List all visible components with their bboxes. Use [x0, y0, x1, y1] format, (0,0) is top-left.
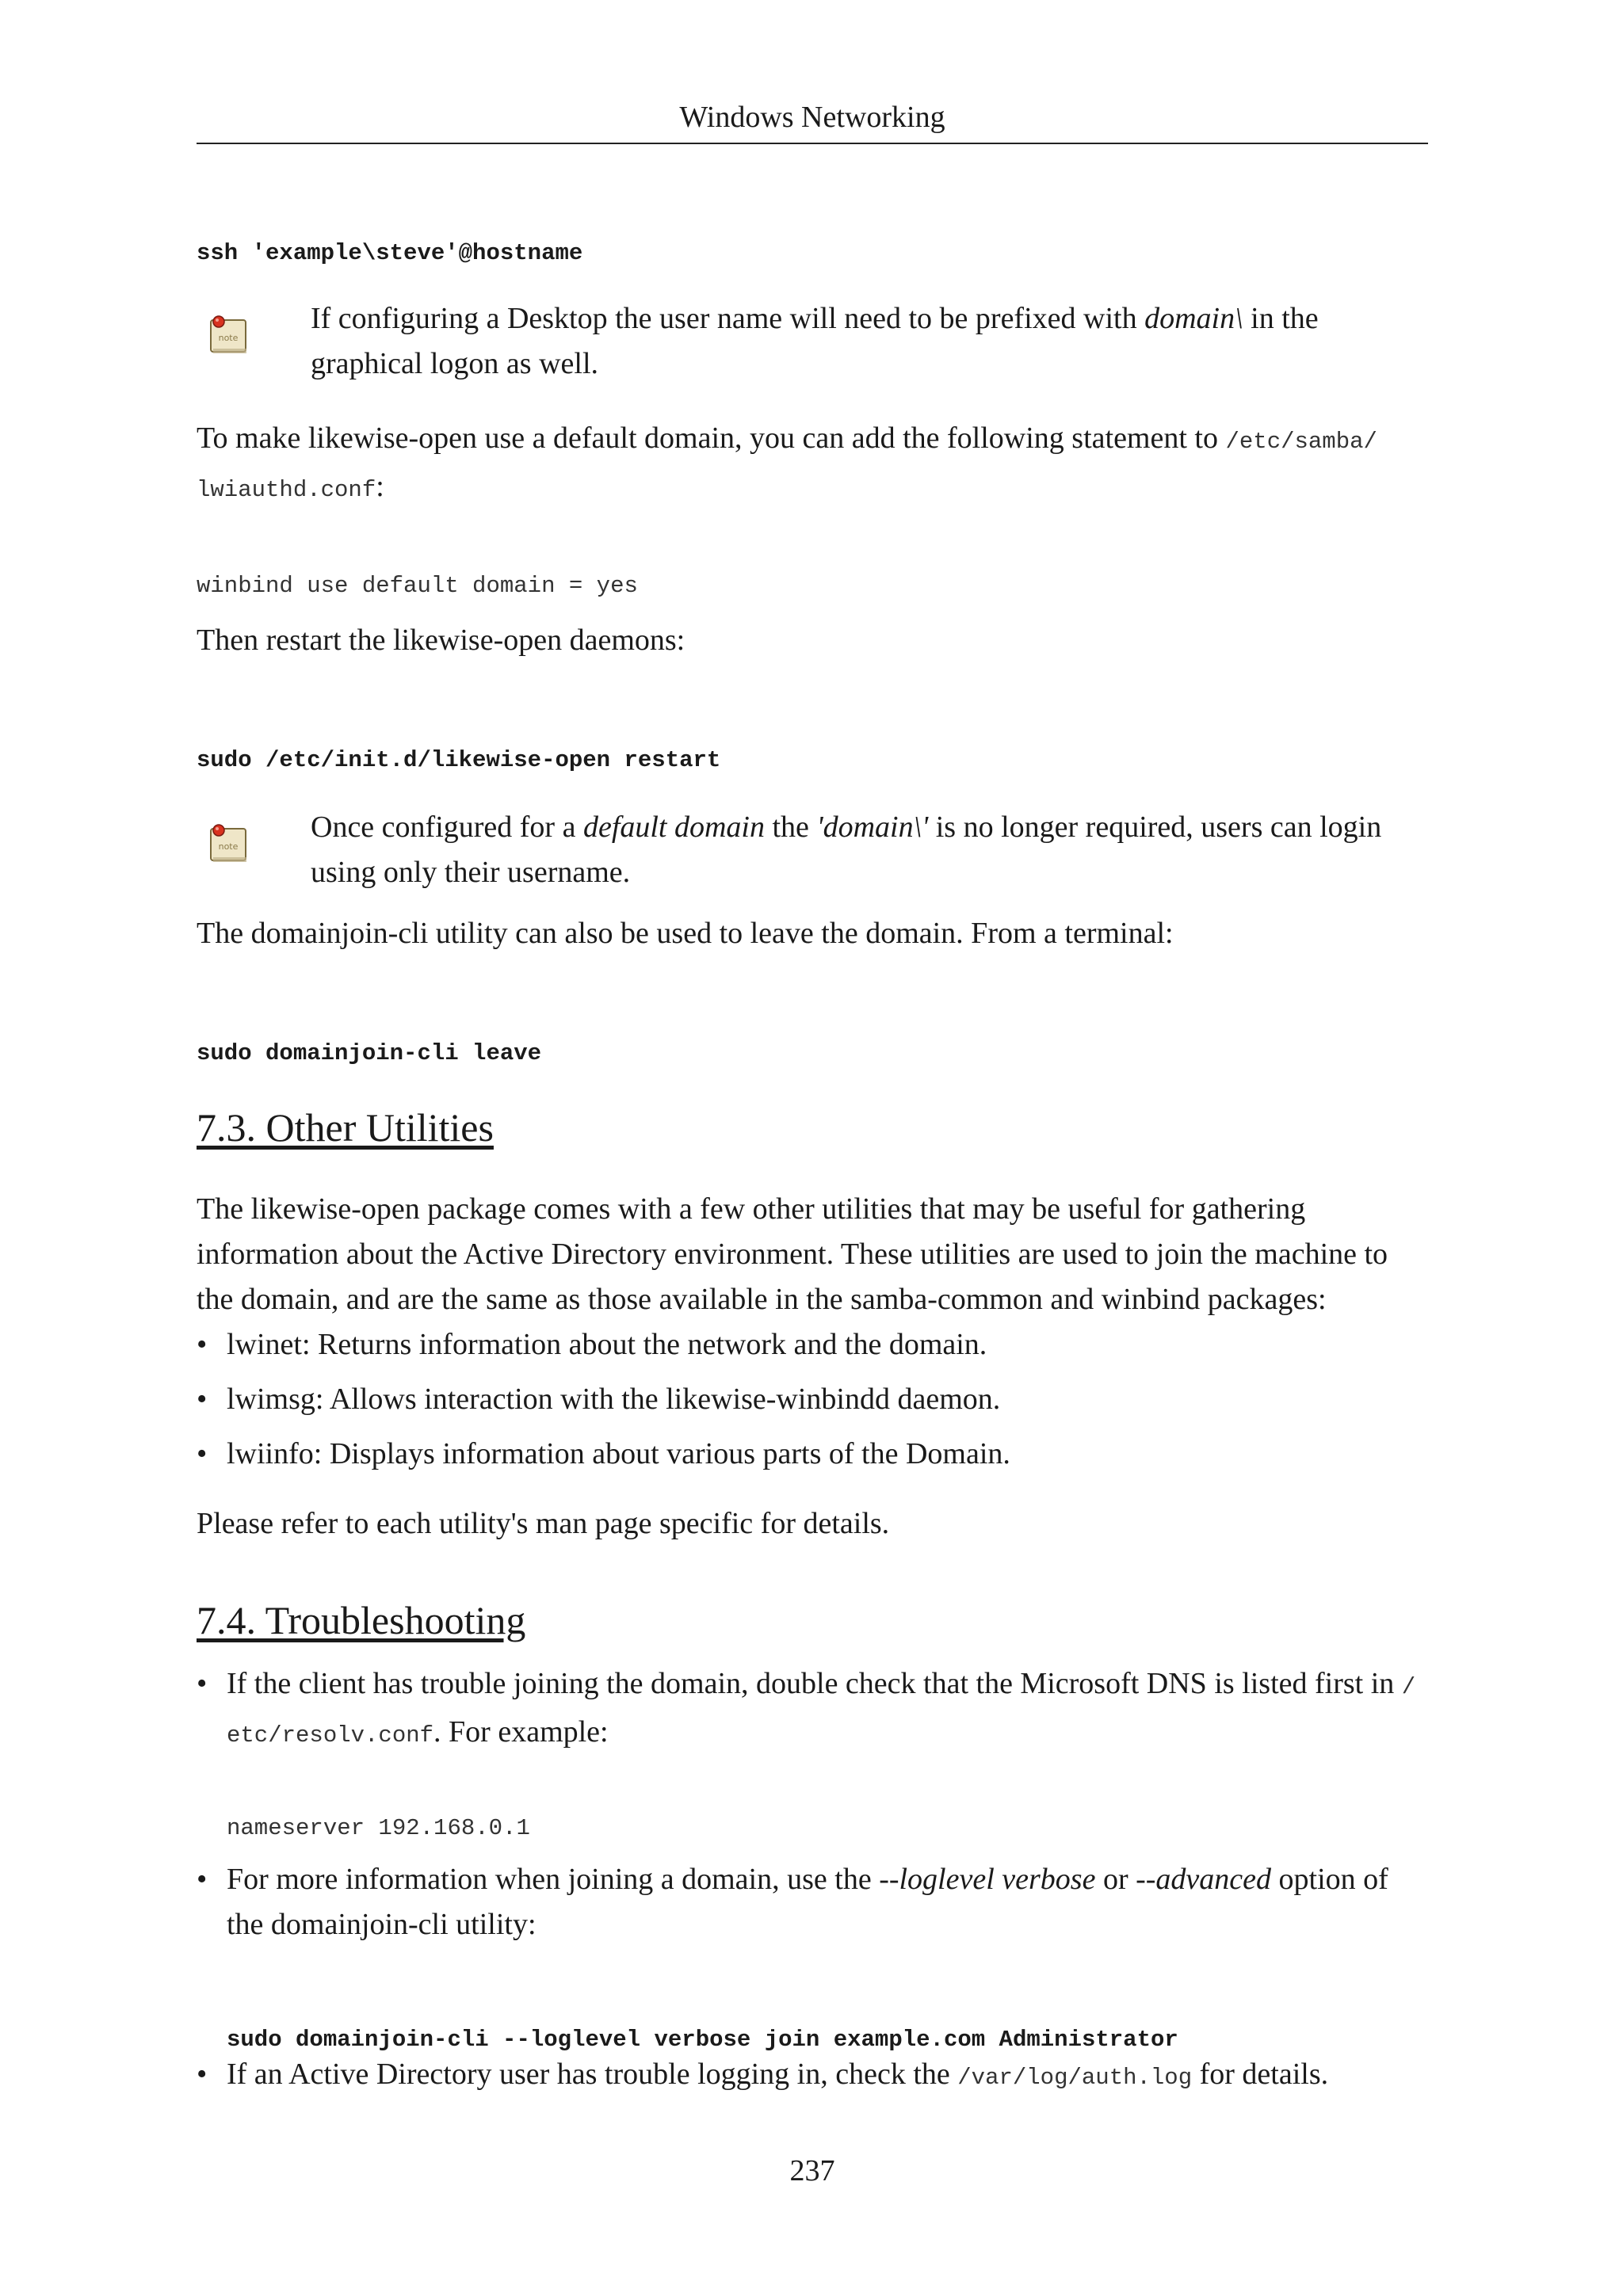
heading-other-utilities: 7.3. Other Utilities	[197, 1105, 494, 1150]
paragraph-utilities-intro: The likewise-open package comes with a few other utilities that may be useful for gathering information about the Active Directory environment. These utilities are used to join the machine to the domain, and are the same as those available in the samba-common and winbind packages:	[197, 1192, 1388, 1316]
file-path-resolv-conf: / etc/resolv.conf	[227, 1674, 1416, 1749]
leave-command: sudo domainjoin-cli leave	[197, 1040, 542, 1066]
file-path-lwiauthd: /etc/samba/ lwiauthd.conf	[197, 429, 1377, 503]
paragraph-default-domain: To make likewise-open use a default domain, you can add the following statement to /etc/samba/ lwiauthd.conf:	[197, 421, 1377, 503]
paragraph-man-pages: Please refer to each utility's man page specific for details.	[197, 1507, 890, 1540]
code-winbind-setting: winbind use default domain = yes	[197, 573, 638, 599]
troubleshooting-list-cont	[197, 1857, 1428, 1957]
svg-text:note: note	[218, 841, 239, 852]
code-nameserver: nameserver 192.168.0.1	[227, 1815, 530, 1841]
page-number: 237	[789, 2154, 835, 2187]
list-item: • lwinet: Returns information about the network and the domain.	[197, 1328, 987, 1361]
heading-troubleshooting: 7.4. Troubleshooting	[197, 1598, 526, 1642]
svg-text:note: note	[218, 333, 239, 343]
note-icon	[204, 312, 252, 360]
list-item: • If the client has trouble joining the domain, double check that the Microsoft DNS is listed first in / etc/resolv.conf. For example:	[197, 1667, 1416, 1749]
troubleshooting-list	[197, 1661, 1428, 1768]
utilities-list	[197, 1322, 1428, 1486]
running-header: Windows Networking	[197, 98, 1428, 144]
troubleshooting-list-end	[197, 2052, 1428, 2110]
list-item: • If an Active Directory user has trouble logging in, check the /var/log/auth.log for details.	[197, 2058, 1329, 2091]
ssh-command: ssh 'example\steve'@hostname	[197, 240, 583, 266]
paragraph-leave: The domainjoin-cli utility can also be used to leave the domain. From a terminal:	[197, 917, 1174, 950]
verbose-join-command: sudo domainjoin-cli --loglevel verbose join example.com Administrator	[227, 2027, 1178, 2053]
restart-command: sudo /etc/init.d/likewise-open restart	[197, 747, 721, 773]
note-desktop-prefix: If configuring a Desktop the user name will need to be prefixed with domain\ in the graphical logon as well.	[311, 302, 1319, 380]
list-item: • lwimsg: Allows interaction with the likewise-winbindd daemon.	[197, 1383, 1001, 1416]
list-item: • lwiinfo: Displays information about various parts of the Domain.	[197, 1437, 1010, 1470]
list-item: • For more information when joining a domain, use the --loglevel verbose or --advanced option of the domainjoin-cli utility:	[197, 1863, 1388, 1941]
paragraph-restart: Then restart the likewise-open daemons:	[197, 624, 685, 657]
note-default-domain: Once configured for a default domain the 'domain\' is no longer required, users can login using only their username.	[311, 810, 1382, 889]
note-icon	[204, 821, 252, 868]
file-path-auth-log: /var/log/auth.log	[957, 2065, 1193, 2091]
